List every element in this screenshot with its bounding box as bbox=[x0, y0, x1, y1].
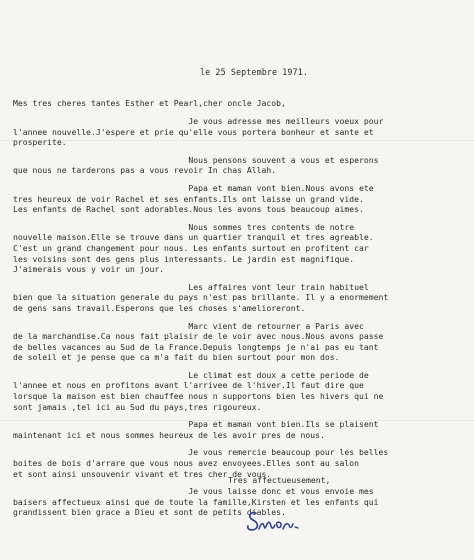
letter-line: de soleil et je pense que ca m'a fait du bien surtout pour mon dos. bbox=[13, 352, 340, 363]
letter-paragraph bbox=[13, 282, 468, 314]
letter-line: Les affaires vont leur train habituel bbox=[13, 281, 369, 292]
letter-date: le 25 Septembre 1971. bbox=[200, 67, 308, 77]
letter-line: boites de bois d'arrare que vous nous avez envoyees.Elles sont au salon bbox=[13, 458, 359, 469]
letter-line: de la marchandise.Ca nous fait plaisir de le voir avec nous.Nous avons passe bbox=[13, 331, 384, 342]
letter-line: l'annee nouvelle.J'espere et prie qu'elle vous portera bonheur et sante et bbox=[13, 126, 374, 137]
letter-line: prosperite. bbox=[13, 137, 67, 148]
letter-line: grandissent bien grace a Dieu et sont de petits diables. bbox=[13, 507, 286, 518]
handwritten-signature bbox=[244, 507, 314, 535]
letter-line: nouvelle maison.Elle se trouve dans un quartier tranquil et tres agreable. bbox=[13, 232, 374, 243]
letter-line: bien que la situation generale du pays n'est pas brillante. Il y a enormement bbox=[13, 292, 389, 303]
letter-line: de belles vacances au Sud de la France.Depuis longtemps je n'ai pas eu tant bbox=[13, 341, 379, 352]
letter-line: Je vous laisse donc et vous envoie mes bbox=[13, 486, 374, 497]
letter-paragraph bbox=[13, 183, 468, 215]
letter-body bbox=[13, 116, 468, 518]
letter-line: l'annee et nous en profitons avant l'arrivee de l'hiver.Il faut dire que bbox=[13, 380, 364, 391]
letter-paragraph bbox=[13, 222, 468, 275]
letter-line: sont jamais ,tel ici au Sud du pays,tres rigoureux. bbox=[13, 401, 262, 412]
letter-line: baisers affectueux ainsi que de toute la famille,Kirsten et les enfants qui bbox=[13, 496, 379, 507]
letter-line: et sont ainsi unsouvenir vivant et tres cher de vous. bbox=[13, 468, 272, 479]
letter-line: tres heureux de voir Rachel et ses enfants.Ils ont laisse un grand vide. bbox=[13, 193, 364, 204]
letter-line: J'aimerais vous y voir un jour. bbox=[13, 264, 165, 275]
letter-paragraph bbox=[13, 155, 468, 176]
letter-line: les voisins sont des gens plus interessants. Le jardin est magnifique. bbox=[13, 253, 355, 264]
letter-line: de gens sans travail.Esperons que les choses s'amelioreront. bbox=[13, 302, 306, 313]
letter-line: Je vous adresse mes meilleurs voeux pour bbox=[13, 116, 384, 126]
letter-line: maintenant ici et nous sommes heureux de les avoir pres de nous. bbox=[13, 429, 325, 440]
letter-line: Je vous remercie beaucoup pour les belles bbox=[13, 447, 389, 458]
letter-paragraph bbox=[13, 370, 468, 412]
letter-line: que nous ne tarderons pas a vous revoir In chas Allah. bbox=[13, 165, 277, 176]
letter-line: Papa et maman vont bien.Ils se plaisent bbox=[13, 419, 379, 430]
letter-salutation: Mes tres cheres tantes Esther et Pearl,cher oncle Jacob, bbox=[13, 98, 286, 108]
letter-line: Nous pensons souvent a vous et esperons bbox=[13, 154, 379, 165]
letter-paragraph bbox=[13, 419, 468, 440]
letter-paragraph bbox=[13, 321, 468, 363]
letter-line: C'est un grand changement pour nous. Les enfants surtout en profitent car bbox=[13, 242, 369, 253]
letter-line: Marc vient de retourner a Paris avec bbox=[13, 320, 364, 331]
letter-line: Nous sommes tres contents de notre bbox=[13, 221, 355, 232]
letter-line: Les enfants de Rachel sont adorables.Nous les avons tous beaucoup aimes. bbox=[13, 204, 364, 215]
letter-line: Papa et maman vont bien.Nous avons ete bbox=[13, 182, 374, 193]
letter-line: Le climat est doux a cette periode de bbox=[13, 369, 369, 380]
letter-paragraph bbox=[13, 486, 468, 518]
letter-line: lorsque la maison est bien chauffee nous n supportons bien les hivers qui ne bbox=[13, 391, 384, 402]
letter-closing: Tres affectueusement, bbox=[228, 475, 331, 485]
letter-paragraph bbox=[13, 116, 468, 148]
